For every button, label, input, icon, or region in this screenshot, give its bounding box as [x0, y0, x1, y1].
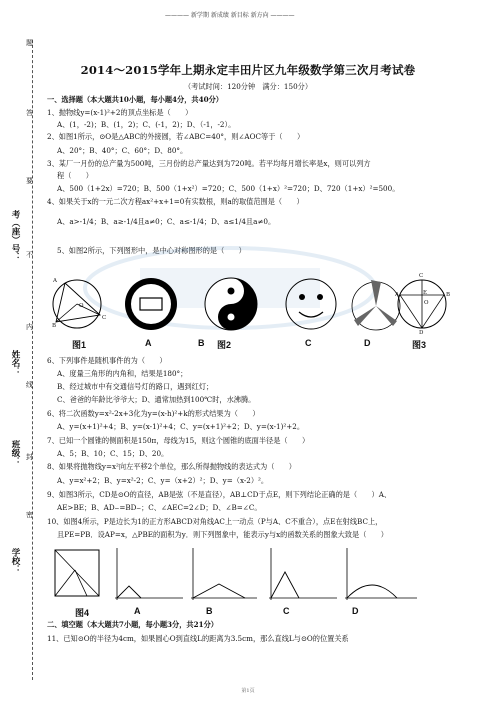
question-text: 10、如图4所示，P是边长为1的正方形ABCD对角线AC上一动点（P与A、C不重合），点E在射线BC上，: [47, 517, 383, 526]
question-text: 程（ ）: [57, 171, 93, 180]
seal-mark: 不: [26, 251, 33, 259]
figure-caption: C: [283, 606, 290, 616]
seal-mark: 密: [26, 511, 33, 519]
question-text: 11、已知⊙O的半径为4cm，如果圆心O到直线L的距离为3.5cm，那么直线L与⊙O的位置关系: [47, 634, 349, 643]
figure-4-square: [55, 550, 99, 596]
question-text: 4、如果关于x的一元二次方程ax²+x+1=0有实数根，则a的取值范围是（ ）: [47, 197, 304, 206]
figure-1-label: O: [79, 303, 84, 309]
question-text: 3、某厂一月份的总产量为500吨，三月份的总产量达到为720吨。若平均每月增长率是x，则可以列方: [47, 159, 371, 168]
answer-options: A、a>-1/4；B、a≥-1/4且a≠0；C、a≤-1/4；D、a≤1/4且a≠0。: [57, 217, 276, 226]
seal-mark: 封: [26, 453, 33, 461]
class-label: 班级：: [10, 440, 20, 466]
figure-3-label: E: [423, 290, 428, 296]
figure-3-label: B: [446, 292, 451, 298]
answer-options: A、20°；B、40°；C、60°；D、80°。: [57, 146, 188, 155]
figure-4-row: [45, 544, 455, 606]
figure-caption: C: [305, 338, 312, 348]
question-text: 9、如图3所示，CD是⊙O的直径，AB是弦（不是直径），AB⊥CD于点E，则下列结论正确的是（ ）A、: [47, 490, 392, 499]
section-heading: 一、选择题（本大题共10小题，每小题4分，共40分）: [47, 95, 223, 104]
question-text: 6、下列事件是随机事件的为（ ）: [47, 356, 167, 365]
figure-3-circle: [398, 280, 446, 328]
question-text: 8、如果将抛物线y=x²向左平移2个单位，那么所得抛物线的表达式为（ ）: [47, 462, 296, 471]
graph-c: [269, 548, 337, 600]
figure-caption: A: [145, 338, 152, 348]
page-title: 2014～2015学年上期永定丰田片区九年级数学第三次月考试卷: [80, 63, 416, 77]
figure-caption: 图1: [72, 340, 87, 350]
figure-1-circle: [53, 280, 101, 328]
figure-1-label: C: [102, 315, 107, 321]
seal-mark: 内: [26, 323, 33, 331]
question-text: 且PE=PB．设AP=x，△PBE的面积为y．则下列图象中，能表示y与x的函数关系的图象大致是（ ）: [57, 530, 388, 539]
graph-b: [191, 548, 257, 600]
answer-options: A、500（1+2x）=720；B、500（1+x²）=720；C、500（1+x）²=720；D、720（1+x）²=500。: [57, 184, 400, 193]
answer-options: A、y=x²+2；B、y=x²-2；C、y=（x+2）²；D、y=（x-2）²。: [57, 476, 269, 485]
seal-mark: 答: [26, 109, 33, 117]
exam-info: （考试时间：120分钟 满分：150分）: [183, 82, 313, 91]
option-d-figure: [352, 280, 400, 330]
answer-options: C、爸爸的年龄比爷爷大；D、通常加热到100℃时，水沸腾。: [57, 395, 256, 404]
figure-3-label: O: [424, 300, 429, 306]
section-heading: 二、填空题（本大题共7小题，每小题3分，共21分）: [47, 620, 218, 629]
question-text: 2、如图1所示，⊙O是△ABC的外接圆，若∠ABC=40°，则∠AOC等于（ ）: [47, 132, 305, 141]
figure-row: [45, 262, 455, 342]
figure-1-label: A: [53, 278, 57, 284]
figure-caption: 图4: [75, 608, 90, 618]
page-header: ———— 新学期 新成绩 新目标 新方向 ————: [165, 12, 295, 19]
question-text: 6、将二次函数y=x²-2x+3化为y=(x-h)²+k的形式结果为（ ）: [47, 409, 260, 418]
seal-mark: 要: [26, 177, 33, 185]
figure-caption: B: [198, 338, 205, 348]
graph-d: [345, 548, 417, 600]
figure-caption: 图2: [217, 340, 232, 350]
answer-options: AE>BE；B、AD⌢=BD⌢；C、∠AEC=2∠D；D、∠B=∠C。: [57, 503, 262, 512]
seat-number-label: 考（座）号：: [10, 210, 20, 261]
figure-caption: B: [206, 606, 213, 616]
answer-options: A、5；B、10；C、15；D、20。: [57, 449, 169, 458]
figure-3-label: D: [419, 330, 424, 336]
question-text: 7、已知一个圆锥的侧面积是150π，母线为15，则这个圆锥的底面半径是（ ）: [47, 436, 310, 445]
figure-caption: 图3: [412, 340, 427, 350]
option-c-figure: [286, 279, 336, 329]
binding-strip: [0, 0, 46, 702]
question-text: 5、如图2所示，下列图形中，是中心对称图形的是（ ）: [57, 246, 246, 255]
page-footer: 第1页: [241, 688, 255, 694]
answer-options: A、y=(x+1)²+4；B、y=(x-1)²+4；C、y=(x+1)²+2；D、y=(x-1)²+2。: [57, 422, 305, 431]
answer-options: A、度量三角形的内角和，结果是180°；: [57, 369, 188, 378]
answer-options: A、(1，-2)；B、(1，2)；C、(-1，2)；D、（-1，-2）。: [57, 120, 236, 129]
figure-caption: A: [134, 606, 141, 616]
school-label: 学校：: [10, 548, 20, 574]
answer-options: B、经过城市中有交通信号灯的路口，遇到红灯；: [57, 382, 214, 391]
question-text: 1、抛物线y=(x-1)²+2的顶点坐标是（ ）: [47, 108, 193, 117]
graph-a: [115, 548, 183, 600]
seal-mark: 线: [26, 381, 33, 389]
figure-1-label: B: [52, 323, 57, 329]
figure-caption: D: [364, 338, 371, 348]
option-b-figure: [205, 278, 257, 330]
figure-3-label: C: [419, 273, 424, 279]
cut-line: [32, 40, 34, 680]
seal-mark: 题: [26, 39, 33, 47]
name-label: 姓名：: [10, 350, 20, 376]
figure-caption: D: [352, 606, 359, 616]
option-a-figure: [125, 278, 177, 330]
figure-3-label: A: [395, 292, 399, 298]
